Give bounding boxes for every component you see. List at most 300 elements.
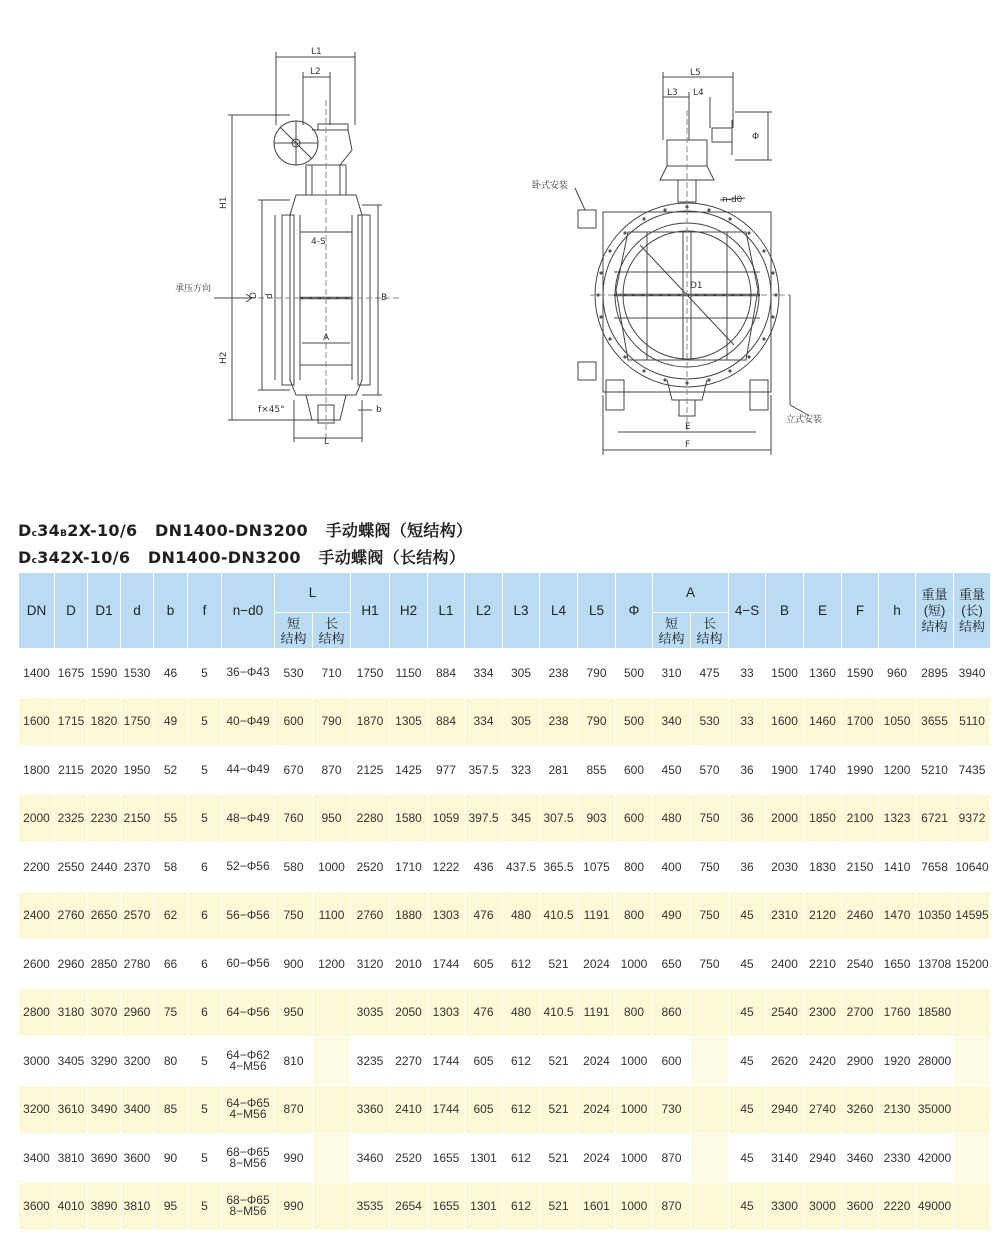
label-f-width: F [685,440,691,450]
side-view [214,52,400,442]
table-cell: 1830 [804,843,842,892]
label-4s: 4-S [311,237,326,247]
table-cell: 2940 [766,1085,804,1134]
table-cell: 2960 [121,988,154,1037]
table-cell [691,1037,729,1086]
table-cell: 1301 [465,1134,503,1183]
table-cell: 68−Φ65 8−M56 [222,1134,275,1183]
table-cell: 400 [653,843,691,892]
table-cell: 2900 [842,1037,879,1086]
table-row [19,988,991,1037]
table-cell: 750 [275,891,313,940]
header-l: L [275,573,351,613]
header-l3: L3 [503,573,540,649]
table-cell: 1675 [55,649,88,698]
table-cell: 2740 [804,1085,842,1134]
table-cell: 1470 [879,891,916,940]
table-cell: 650 [653,940,691,989]
table-cell: 310 [653,649,691,698]
table-cell: 1750 [121,697,154,746]
header-a-short: 短 结构 [653,613,691,649]
table-cell: 1740 [804,746,842,795]
table-cell: 1870 [351,697,390,746]
table-cell: 800 [616,988,653,1037]
table-cell: 2024 [578,1134,616,1183]
table-cell: 2650 [88,891,121,940]
table-cell: 790 [578,649,616,698]
table-cell: 3140 [766,1134,804,1183]
label-e: E [685,422,691,432]
table-cell: 1880 [390,891,428,940]
table-cell: 1580 [390,794,428,843]
table-cell: 1000 [616,940,653,989]
table-cell: 480 [503,988,540,1037]
table-cell: 436 [465,843,503,892]
table-cell: 45 [729,1085,766,1134]
table-cell: 13708 [916,940,954,989]
table-cell: 1050 [879,697,916,746]
table-cell: 2024 [578,1037,616,1086]
table-cell: 1000 [616,1085,653,1134]
table-cell: 2940 [804,1134,842,1183]
table-cell: 5 [188,1037,222,1086]
header-f-upper: F [842,573,879,649]
table-cell: 1530 [121,649,154,698]
table-cell: 238 [540,697,578,746]
table-cell: 1059 [428,794,465,843]
table-cell: 2400 [766,940,804,989]
table-cell: 90 [154,1134,188,1183]
table-cell: 2700 [842,988,879,1037]
table-cell: 3690 [88,1134,121,1183]
header-a-long: 长 结构 [691,613,729,649]
label-b: b [376,405,382,415]
table-cell: 810 [275,1037,313,1086]
table-cell: 10350 [916,891,954,940]
table-cell: 95 [154,1182,188,1231]
table-cell [954,1134,991,1183]
table-cell: 68−Φ65 8−M56 [222,1182,275,1231]
title-short-structure: Dc34B2X-10/6 DN1400-DN3200 手动蝶阀（短结构） [18,521,473,540]
table-cell: 9372 [954,794,991,843]
table-cell: 33 [729,649,766,698]
table-cell: 1990 [842,746,879,795]
table-cell: 2030 [766,843,804,892]
table-cell: 670 [275,746,313,795]
table-cell: 45 [729,1037,766,1086]
table-cell: 45 [729,940,766,989]
table-cell: 2200 [19,843,55,892]
table-cell: 2654 [390,1182,428,1231]
table-cell: 521 [540,1085,578,1134]
table-cell: 1710 [390,843,428,892]
header-l5: L5 [578,573,616,649]
table-cell: 48−Φ49 [222,794,275,843]
table-cell: 800 [616,843,653,892]
table-cell: 2130 [879,1085,916,1134]
table-cell: 6 [188,843,222,892]
table-cell: 3035 [351,988,390,1037]
table-cell: 521 [540,1182,578,1231]
table-cell: 5 [188,746,222,795]
table-cell: 5110 [954,697,991,746]
table-cell: 1655 [428,1134,465,1183]
table-cell: 3260 [842,1085,879,1134]
table-cell: 2620 [766,1037,804,1086]
table-cell: 45 [729,1134,766,1183]
header-weight-short: 重量 (短) 结构 [916,573,954,649]
table-cell: 750 [691,843,729,892]
table-cell: 7658 [916,843,954,892]
table-cell: 2760 [351,891,390,940]
header-l1: L1 [428,573,465,649]
header-l4: L4 [540,573,578,649]
table-cell: 2800 [19,988,55,1037]
table-cell: 3460 [842,1134,879,1183]
table-cell: 1920 [879,1037,916,1086]
table-cell: 1410 [879,843,916,892]
table-cell: 480 [653,794,691,843]
table-cell: 790 [313,697,351,746]
table-cell: 2120 [804,891,842,940]
table-cell: 1800 [19,746,55,795]
table-cell: 580 [275,843,313,892]
table-cell: 990 [275,1134,313,1183]
table-cell: 950 [275,988,313,1037]
table-cell: 530 [691,697,729,746]
table-cell: 46 [154,649,188,698]
table-cell: 45 [729,891,766,940]
table-cell: 490 [653,891,691,940]
table-cell: 6 [188,891,222,940]
table-cell: 334 [465,697,503,746]
table-cell: 5 [188,794,222,843]
table-cell: 2310 [766,891,804,940]
table-cell: 2270 [390,1037,428,1086]
table-cell: 1000 [616,1134,653,1183]
table-cell: 36 [729,746,766,795]
table-cell: 238 [540,649,578,698]
label-f: f×45° [258,405,285,415]
table-cell: 6 [188,940,222,989]
label-horizontal-install: 卧式安装 [532,181,569,191]
table-cell: 3535 [351,1182,390,1231]
table-cell: 5 [188,1182,222,1231]
table-cell: 3460 [351,1134,390,1183]
table-cell: 33 [729,697,766,746]
table-cell: 1500 [766,649,804,698]
header-b-upper: B [766,573,804,649]
label-a: A [323,333,330,343]
table-cell: 870 [653,1134,691,1183]
table-cell: 977 [428,746,465,795]
table-cell [954,1085,991,1134]
table-cell: 2325 [55,794,88,843]
table-cell: 340 [653,697,691,746]
front-view [575,72,808,455]
table-cell: 1601 [578,1182,616,1231]
table-cell: 2024 [578,1085,616,1134]
table-cell: 2760 [55,891,88,940]
table-cell [313,988,351,1037]
table-cell: 2125 [351,746,390,795]
table-cell: 2220 [879,1182,916,1231]
table-cell: 1400 [19,649,55,698]
table-row [19,649,991,698]
table-cell: 345 [503,794,540,843]
table-cell: 3235 [351,1037,390,1086]
table-cell: 3400 [19,1134,55,1183]
table-cell: 45 [729,988,766,1037]
table-cell: 612 [503,1085,540,1134]
table-cell: 3810 [121,1182,154,1231]
label-l5: L5 [690,68,701,78]
valve-technical-drawing [0,0,1000,500]
header-l2: L2 [465,573,503,649]
header-4s: 4−S [729,573,766,649]
table-cell: 2780 [121,940,154,989]
label-l4: L4 [693,88,704,98]
header-l-long: 长 结构 [313,613,351,649]
table-cell: 480 [503,891,540,940]
table-cell: 1191 [578,891,616,940]
table-cell: 64−Φ65 4−M56 [222,1085,275,1134]
header-dn: DN [19,573,55,649]
header-l-short: 短 结构 [275,613,313,649]
table-cell: 3120 [351,940,390,989]
table-cell: 903 [578,794,616,843]
table-cell: 3360 [351,1085,390,1134]
table-cell [691,988,729,1037]
table-cell: 870 [313,746,351,795]
table-cell: 334 [465,649,503,698]
label-d-inner: d [265,293,275,299]
table-cell: 40−Φ49 [222,697,275,746]
table-cell: 10640 [954,843,991,892]
table-cell: 2000 [19,794,55,843]
table-cell: 1150 [390,649,428,698]
table-cell: 3000 [804,1182,842,1231]
table-cell: 60−Φ56 [222,940,275,989]
table-cell: 1650 [879,940,916,989]
table-row [19,940,991,989]
table-cell: 42000 [916,1134,954,1183]
table-cell: 1590 [842,649,879,698]
table-cell [313,1085,351,1134]
table-cell: 2540 [766,988,804,1037]
table-cell: 2210 [804,940,842,989]
header-b: b [154,573,188,649]
table-cell: 1744 [428,940,465,989]
table-cell: 790 [578,697,616,746]
table-cell: 1655 [428,1182,465,1231]
table-cell: 800 [616,891,653,940]
table-cell: 1000 [616,1037,653,1086]
table-cell: 884 [428,697,465,746]
table-cell: 3070 [88,988,121,1037]
table-cell: 2300 [804,988,842,1037]
label-nd0: n-d0 [722,195,743,205]
table-cell: 44−Φ49 [222,746,275,795]
table-cell: 600 [616,746,653,795]
table-cell: 36 [729,843,766,892]
table-cell: 3940 [954,649,991,698]
table-cell: 605 [465,1037,503,1086]
table-cell: 2280 [351,794,390,843]
table-cell: 6 [188,988,222,1037]
table-cell: 600 [653,1037,691,1086]
table-cell: 600 [275,697,313,746]
table-cell: 4010 [55,1182,88,1231]
table-cell: 5 [188,649,222,698]
table-cell: 15200 [954,940,991,989]
table-cell: 476 [465,891,503,940]
table-cell: 2420 [804,1037,842,1086]
header-h: h [879,573,916,649]
table-cell: 1305 [390,697,428,746]
table-cell: 760 [275,794,313,843]
table-cell: 323 [503,746,540,795]
table-cell: 2230 [88,794,121,843]
table-cell: 750 [691,794,729,843]
table-cell: 570 [691,746,729,795]
table-cell: 410.5 [540,988,578,1037]
table-cell: 2370 [121,843,154,892]
table-cell: 1744 [428,1037,465,1086]
table-cell: 2020 [88,746,121,795]
table-cell: 3400 [121,1085,154,1134]
table-cell: 14595 [954,891,991,940]
table-cell: 3610 [55,1085,88,1134]
table-cell: 5 [188,1085,222,1134]
header-nd0: n−d0 [222,573,275,649]
table-cell: 3600 [121,1134,154,1183]
table-cell: 2050 [390,988,428,1037]
table-cell: 750 [691,940,729,989]
table-cell: 900 [275,940,313,989]
table-cell: 605 [465,940,503,989]
table-cell: 3000 [19,1037,55,1086]
specification-table [18,572,991,1231]
label-l3: L3 [667,88,678,98]
table-cell: 2400 [19,891,55,940]
table-cell [954,1037,991,1086]
title-long-structure: Dc342X-10/6 DN1400-DN3200 手动蝶阀（长结构） [18,548,466,567]
table-cell: 52 [154,746,188,795]
table-cell: 1075 [578,843,616,892]
table-cell: 605 [465,1085,503,1134]
table-cell [691,1182,729,1231]
table-cell: 950 [313,794,351,843]
table-cell: 1222 [428,843,465,892]
table-cell: 2600 [19,940,55,989]
label-b-upper: B [381,293,388,303]
table-cell: 3890 [88,1182,121,1231]
table-cell: 1760 [879,988,916,1037]
table-cell: 530 [275,649,313,698]
table-cell: 1000 [313,843,351,892]
table-cell: 1700 [842,697,879,746]
table-cell: 2895 [916,649,954,698]
table-cell [313,1037,351,1086]
table-cell: 2410 [390,1085,428,1134]
table-cell: 3655 [916,697,954,746]
table-cell: 1000 [616,1182,653,1231]
table-cell [691,1134,729,1183]
table-cell: 884 [428,649,465,698]
label-h1: H1 [219,196,229,209]
table-cell: 64−Φ62 4−M56 [222,1037,275,1086]
label-l2: L2 [310,67,321,77]
table-cell: 56−Φ56 [222,891,275,940]
table-cell: 305 [503,697,540,746]
table-cell: 1301 [465,1182,503,1231]
table-cell: 2460 [842,891,879,940]
table-cell: 2010 [390,940,428,989]
table-row [19,697,991,746]
table-cell: 2150 [842,843,879,892]
table-cell: 2000 [766,794,804,843]
table-cell: 1303 [428,891,465,940]
table-cell: 45 [729,1182,766,1231]
table-cell: 281 [540,746,578,795]
table-cell: 2850 [88,940,121,989]
table-cell: 2440 [88,843,121,892]
header-h2: H2 [390,573,428,649]
table-cell: 49000 [916,1182,954,1231]
table-row [19,1134,991,1183]
table-cell: 960 [879,649,916,698]
table-cell: 2520 [351,843,390,892]
table-cell: 1750 [351,649,390,698]
table-row [19,746,991,795]
header-h1: H1 [351,573,390,649]
header-f: f [188,573,222,649]
table-cell: 476 [465,988,503,1037]
table-cell: 52−Φ56 [222,843,275,892]
label-l1: L1 [311,47,322,57]
table-cell: 85 [154,1085,188,1134]
header-d-inner: d [121,573,154,649]
label-phi: Φ [752,132,760,142]
label-pressure-direction: 承压方向 [175,284,212,294]
table-cell: 2100 [842,794,879,843]
table-cell: 521 [540,1134,578,1183]
table-cell: 2330 [879,1134,916,1183]
table-cell: 1425 [390,746,428,795]
table-cell: 5 [188,1134,222,1183]
table-cell: 730 [653,1085,691,1134]
table-cell: 36 [729,794,766,843]
table-cell: 612 [503,940,540,989]
table-cell: 1950 [121,746,154,795]
table-cell: 1323 [879,794,916,843]
table-cell: 5 [188,697,222,746]
label-d-outer: D [249,292,259,299]
table-cell: 475 [691,649,729,698]
table-cell: 80 [154,1037,188,1086]
table-cell: 1360 [804,649,842,698]
label-vertical-install: 立式安装 [786,415,823,425]
table-cell: 410.5 [540,891,578,940]
table-cell: 36−Φ43 [222,649,275,698]
header-a: A [653,573,729,613]
table-cell: 1200 [313,940,351,989]
table-cell: 1850 [804,794,842,843]
table-row [19,1037,991,1086]
table-cell: 397.5 [465,794,503,843]
table-cell: 5210 [916,746,954,795]
